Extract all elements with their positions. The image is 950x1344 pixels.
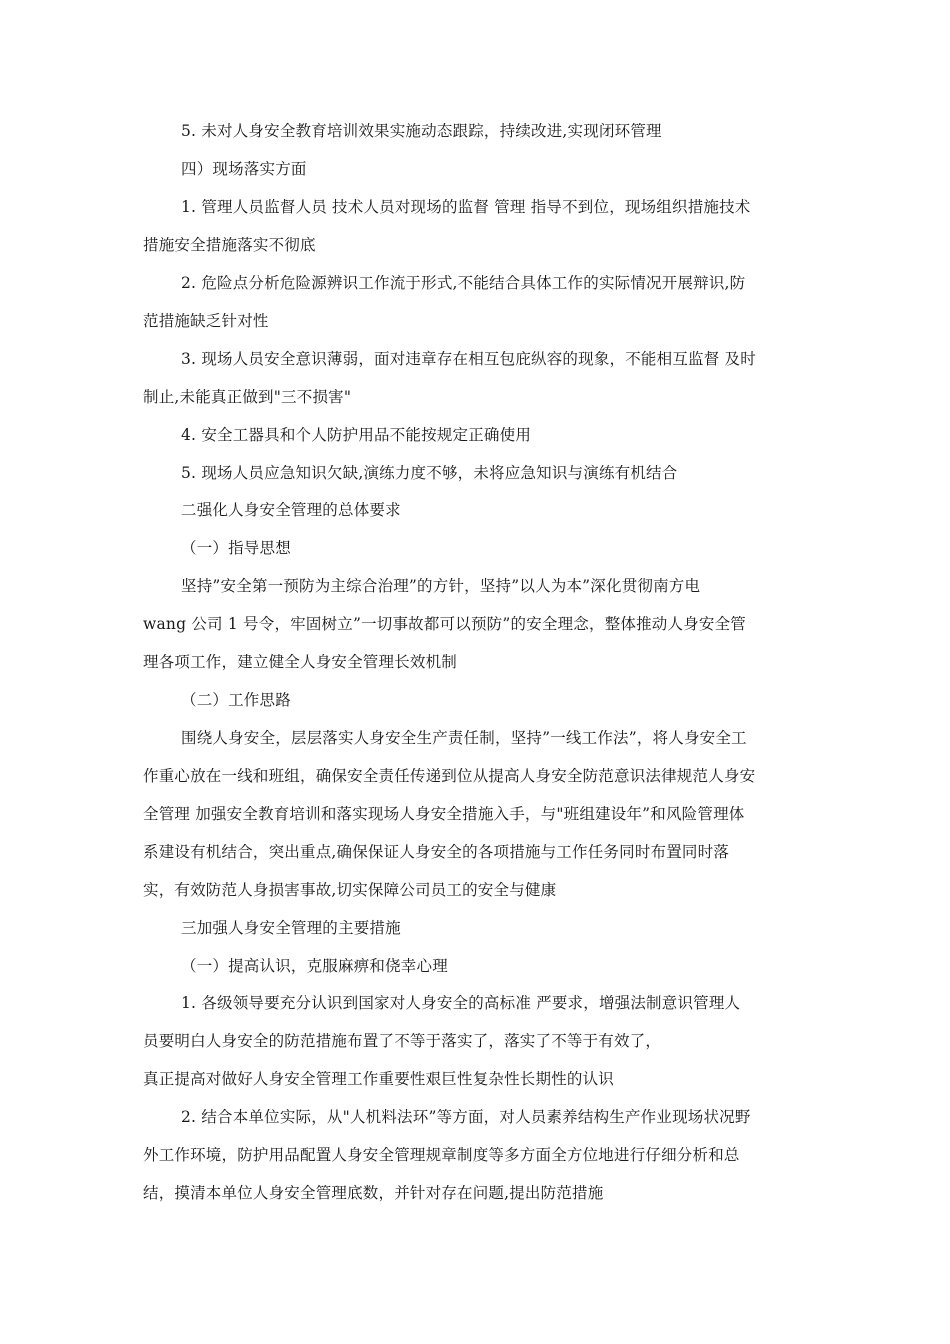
- text-line: 1. 管理人员监督人员 技术人员对现场的监督 管理 指导不到位，现场组织措施技术: [181, 198, 751, 216]
- text-line: 2. 危险点分析危险源辨识工作流于形式,不能结合具体工作的实际情况开展辩识,防: [181, 274, 746, 292]
- text-line: 5. 现场人员应急知识欠缺,演练力度不够，未将应急知识与演练有机结合: [181, 464, 678, 482]
- section-heading: 四）现场落实方面: [181, 160, 307, 178]
- subsection-heading: （二）工作思路: [181, 691, 291, 709]
- text-line: 范措施缺乏针对性: [143, 312, 269, 330]
- text-line: 坚持”安全第一预防为主综合治理”的方针，坚持”以人为本”深化贯彻南方电: [181, 577, 701, 595]
- text-line: 外工作环境，防护用品配置人身安全管理规章制度等多方面全方位地进行仔细分析和总: [143, 1146, 740, 1164]
- text-line: 结，摸清本单位人身安全管理底数，并针对存在问题,提出防范措施: [143, 1184, 604, 1202]
- text-line: 措施安全措施落实不彻底: [143, 236, 316, 254]
- text-line: 1. 各级领导要充分认识到国家对人身安全的高标准 严要求，增强法制意识管理人: [181, 994, 741, 1012]
- text-line: 员要明白人身安全的防范措施布置了不等于落实了，落实了不等于有效了，: [143, 1032, 662, 1050]
- text-line: 理各项工作，建立健全人身安全管理长效机制: [143, 653, 458, 671]
- section-heading: 三加强人身安全管理的主要措施: [181, 919, 401, 937]
- text-line: 5. 未对人身安全教育培训效果实施动态跟踪，持续改进,实现闭环管理: [181, 122, 662, 140]
- text-line: 实，有效防范人身损害事故,切实保障公司员工的安全与健康: [143, 881, 557, 899]
- text-line: wang 公司 1 号令，牢固树立”一切事故都可以预防”的安全理念，整体推动人身安全管: [143, 615, 747, 633]
- text-line: 2. 结合本单位实际，从"人机料法环”等方面，对人员素养结构生产作业现场状况野: [181, 1108, 751, 1126]
- text-line: 制止,未能真正做到"三不损害": [143, 388, 352, 406]
- section-heading: 二强化人身安全管理的总体要求: [181, 501, 401, 519]
- text-line: 真正提高对做好人身安全管理工作重要性艰巨性复杂性长期性的认识: [143, 1070, 615, 1088]
- text-line: 围绕人身安全，层层落实人身安全生产责任制，坚持”一线工作法”，将人身安全工: [181, 729, 747, 747]
- text-line: 3. 现场人员安全意识薄弱，面对违章存在相互包庇纵容的现象，不能相互监督 及时: [181, 350, 756, 368]
- text-line: 全管理 加强安全教育培训和落实现场人身安全措施入手，与"班组建设年”和风险管理体: [143, 805, 745, 823]
- text-line: 系建设有机结合，突出重点,确保保证人身安全的各项措施与工作任务同时布置同时落: [143, 843, 730, 861]
- subsection-heading: （一）提高认识，克服麻痹和侥幸心理: [181, 957, 448, 975]
- text-line: 4. 安全工器具和个人防护用品不能按规定正确使用: [181, 426, 532, 444]
- subsection-heading: （一）指导思想: [181, 539, 291, 557]
- text-line: 作重心放在一线和班组，确保安全责任传递到位从提高人身安全防范意识法律规范人身安: [143, 767, 756, 785]
